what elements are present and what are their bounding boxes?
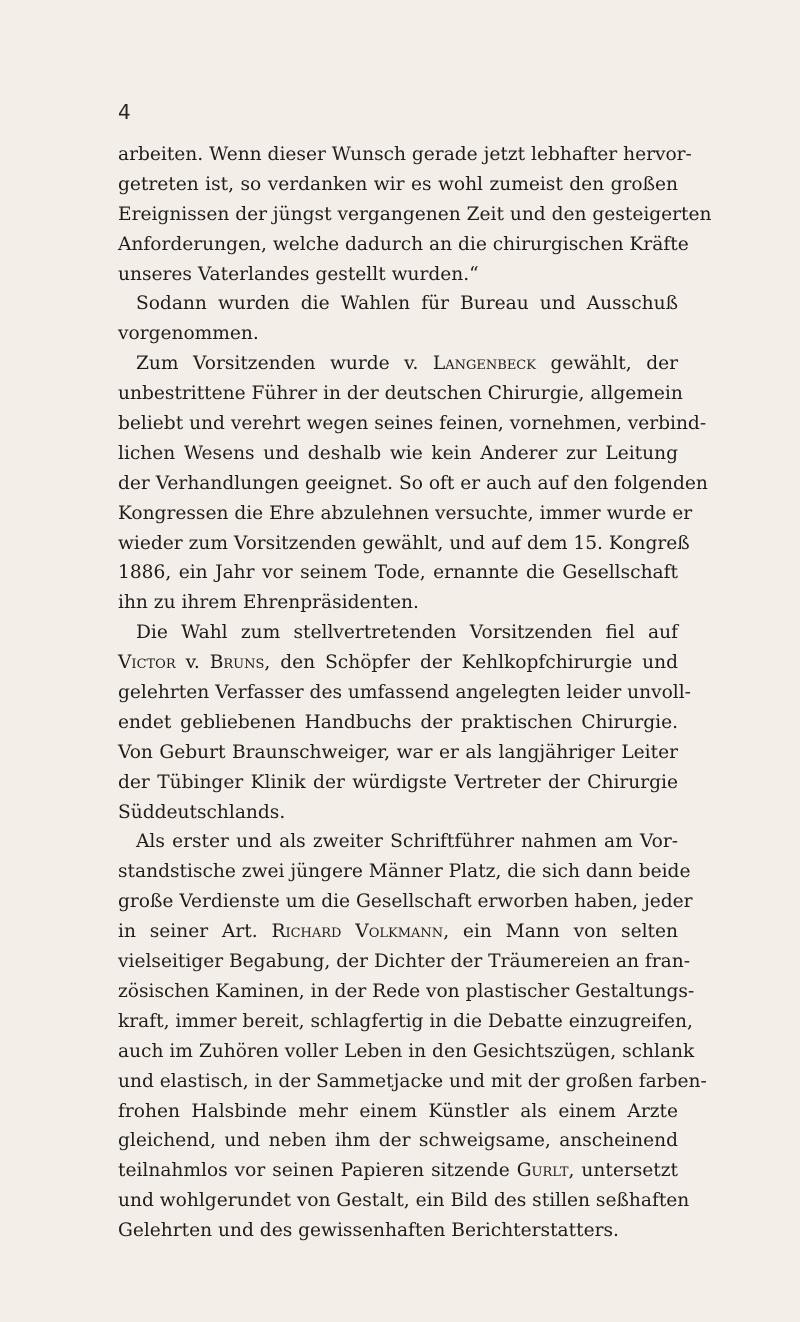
text-span: Zum Vorsitzenden wurde v. xyxy=(136,353,433,375)
text-line: Gelehrten und des gewissenhaften Berichterstatters. xyxy=(118,1220,619,1242)
text-line xyxy=(118,349,678,379)
text-line: wieder zum Vorsitzenden gewählt, und auf dem 15. Kongreß xyxy=(118,532,690,554)
text-line: Süddeutschlands. xyxy=(118,801,286,823)
text-line: vielseitiger Begabung, der Dichter der Träumereien an fran- xyxy=(118,951,690,973)
text-line: große Verdienste um die Gesellschaft erworben haben, jeder xyxy=(118,891,693,913)
text-line xyxy=(118,1156,678,1186)
text-line: lichen Wesens und deshalb wie kein Anderer zur Leitung xyxy=(118,442,678,464)
text-line: zösischen Kaminen, in der Rede von plastischer Gestaltungs- xyxy=(118,980,695,1002)
text-line: Als erster und als zweiter Schriftführer nahmen am Vor- xyxy=(136,831,678,853)
text-line: Ereignissen der jüngst vergangenen Zeit und den gesteigerten xyxy=(118,203,712,225)
text-line: auch im Zuhören voller Leben in den Gesichtszügen, schlank xyxy=(118,1040,695,1062)
text-line: und wohlgerundet von Gestalt, ein Bild des stillen seßhaften xyxy=(118,1190,690,1212)
text-line: gelehrten Verfasser des umfassend angelegten leider unvoll- xyxy=(118,682,691,704)
page-number: 4 xyxy=(118,100,131,124)
text-line: standstische zwei jüngere Männer Platz, die sich dann beide xyxy=(118,861,691,883)
person-name: Bruns xyxy=(209,652,265,674)
text-line: 1886, ein Jahr vor seinem Tode, ernannte die Gesellschaft xyxy=(118,562,678,584)
text-line: und elastisch, in der Sammetjacke und mit der großen farben- xyxy=(118,1070,707,1092)
text-line: arbeiten. Wenn dieser Wunsch gerade jetzt lebhafter hervor- xyxy=(118,144,692,165)
text-line: der Tübinger Klinik der würdigste Vertreter der Chirurgie xyxy=(118,771,678,793)
text-span: , den Schöpfer der Kehlkopfchirurgie und xyxy=(264,652,679,674)
person-name: Gurlt xyxy=(516,1160,569,1182)
text-line: Von Geburt Braunschweiger, war er als langjähriger Leiter xyxy=(118,741,678,763)
text-span: v. xyxy=(175,652,210,674)
text-line: endet gebliebenen Handbuchs der praktischen Chirurgie. xyxy=(118,711,678,733)
text-line: Die Wahl zum stellvertretenden Vorsitzenden fiel auf xyxy=(136,622,678,644)
text-line: vorgenommen. xyxy=(118,323,259,345)
text-span: teilnahmlos vor seinen Papieren sitzende xyxy=(118,1160,517,1182)
text-line: Kongressen die Ehre abzulehnen versuchte, immer wurde er xyxy=(118,502,693,524)
body-text xyxy=(118,140,712,1246)
text-line: kraft, immer bereit, schlagfertig in die Debatte einzugreifen, xyxy=(118,1010,693,1032)
text-span: in seiner Art. xyxy=(118,921,272,943)
text-line: Anforderungen, welche dadurch an die chirurgischen Kräfte xyxy=(118,233,689,255)
text-line: beliebt und verehrt wegen seines feinen, vornehmen, verbind- xyxy=(118,413,707,435)
text-line: Sodann wurden die Wahlen für Bureau und Ausschuß xyxy=(136,293,678,315)
text-span: , ein Mann von selten xyxy=(443,921,679,943)
text-span: , untersetzt xyxy=(568,1160,679,1182)
text-line: unbestrittene Führer in der deutschen Chirurgie, allgemein xyxy=(118,383,683,405)
text-line xyxy=(118,648,678,678)
text-line: der Verhandlungen geeignet. So oft er auch auf den folgenden xyxy=(118,472,708,494)
text-line: gleichend, und neben ihm der schweigsame, anscheinend xyxy=(118,1130,678,1152)
person-name: Victor xyxy=(118,652,176,674)
text-line xyxy=(118,917,678,947)
text-line: frohen Halsbinde mehr einem Künstler als einem Arzte xyxy=(118,1100,678,1122)
text-line: unseres Vaterlandes gestellt wurden.“ xyxy=(118,263,479,285)
text-span: gewählt, der xyxy=(535,353,679,375)
person-name: Langenbeck xyxy=(432,353,536,375)
text-line: getreten ist, so verdanken wir es wohl zumeist den großen xyxy=(118,173,678,195)
text-line: ihn zu ihrem Ehrenpräsidenten. xyxy=(118,592,419,614)
person-name: Richard Volkmann xyxy=(271,921,444,943)
